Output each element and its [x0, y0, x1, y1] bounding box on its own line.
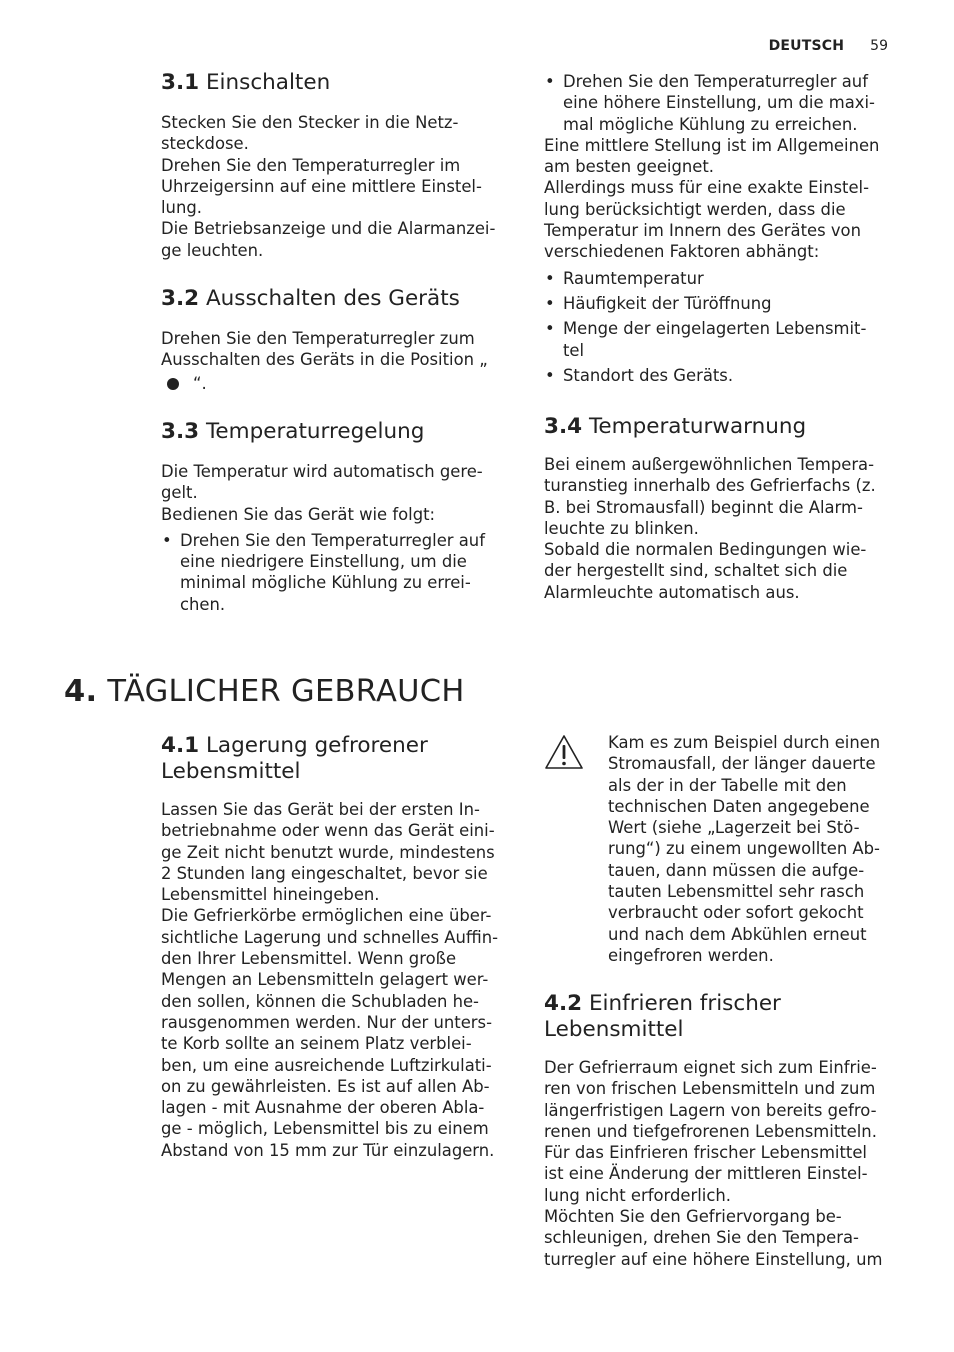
list-item: • Drehen Sie den Temperaturregler auf eine höhere Einstellung, um die maxi- mal mögliche Kühlung zu erreichen. — [544, 71, 899, 135]
section-3-2 — [161, 286, 516, 394]
section-3-1 — [161, 70, 516, 261]
section-label: DEUTSCH — [768, 38, 845, 54]
factor-list — [544, 268, 899, 386]
section-3-3-text: Die Temperatur wird automatisch gere- gelt. Bedienen Sie das Gerät wie folgt: — [161, 462, 483, 524]
section-3-3 — [161, 419, 516, 615]
section-4-1 — [161, 733, 516, 1161]
section-3-1-text: Stecken Sie den Stecker in die Netz- steckdose. Drehen Sie den Temperaturregler im Uhrzeigersinn auf eine mittlere Einstel- lung. Die Betriebsanzeige und die Alarmanzei- ge leuchten. — [161, 113, 496, 260]
section-4-2 — [544, 991, 899, 1270]
section-3-4-heading: 3.4 Temperaturwarnung — [544, 414, 807, 439]
section-4-2-text: Der Gefrierraum eignet sich zum Einfrie- ren von frischen Lebensmitteln und zum längerfristigen Lagern von bereits gefro- renen und tiefgefrorenen Lebensmitteln. Für das Einfrieren frischer Lebensmittel ist eine Änderung der mittleren Einstel- lung nicht erforderlich. Möchten Sie den Gefriervorgang be- schleunigen, drehen Sie den Tempera- turregler auf eine höhere Einstellung, um — [544, 1058, 883, 1269]
section-3-3-continued — [544, 71, 899, 386]
section-3-3-heading: 3.3 Temperaturregelung — [161, 419, 425, 444]
section-3-3-list — [161, 530, 516, 615]
list-item: • Drehen Sie den Temperaturregler auf eine niedrigere Einstellung, um die minimal mögliche Kühlung zu errei- chen. — [161, 530, 516, 615]
list-item: • Menge der eingelagerten Lebensmit- tel — [544, 318, 899, 361]
list-item: • Standort des Geräts. — [544, 365, 899, 386]
off-position-dot-icon — [167, 378, 179, 390]
section-4-1-heading: 4.1 Lagerung gefrorener Lebensmittel — [161, 733, 428, 784]
page-header — [769, 38, 888, 54]
list-item: • Häufigkeit der Türöffnung — [544, 293, 899, 314]
section-4-1-text: Lassen Sie das Gerät bei der ersten In- betriebnahme oder wenn das Gerät eini- ge Zeit nicht benutzt wurde, mindestens 2 Stunden lang eingeschaltet, bevor sie Lebensmittel hineingeben. Die Gefrierkörbe ermöglichen eine über- sichtliche Lagerung und schnelles Auffin- den Ihrer Lebensmittel. Wenn große Mengen an Lebensmitteln gelagert wer- den sollen, können die Schubladen he- rausgenommen werden. Nur der unters- te Korb sollte an seinem Platz verblei- ben, um eine ausreichende Luftzirkulati- on zu gewährleisten. Es ist auf allen Ab- lagen - mit Ausnahme der oberen Abla- ge - möglich, Lebensmittel bis zu einem Abstand von 15 mm zur Tür einzulagern. — [161, 800, 499, 1160]
warning-text: Kam es zum Beispiel durch einen Stromausfall, der länger dauerte als der in der Tabelle mit den technischen Daten angegebene Wert (siehe „Lagerzeit bei Stö- rung“) zu einem ungewollten Ab- tauen, dann müssen die aufge- tauten Lebensmittel sehr rasch verbraucht oder sofort gekocht und nach dem Abkühlen erneut eingefroren werden. — [608, 733, 881, 965]
section-3-3-list-continued — [544, 71, 899, 135]
section-3-2-text: Drehen Sie den Temperaturregler zum Ausschalten des Geräts in die Position „ “. — [161, 329, 488, 393]
list-item: • Raumtemperatur — [544, 268, 899, 289]
page-number: 59 — [870, 38, 888, 54]
section-3-1-heading: 3.1 Einschalten — [161, 70, 331, 95]
chapter-4-heading: 4. TÄGLICHER GEBRAUCH — [64, 674, 465, 709]
warning-triangle-icon — [544, 734, 584, 770]
section-3-4-text: Bei einem außergewöhnlichen Tempera- turanstieg innerhalb des Gefrierfachs (z. B. bei Stromausfall) beginnt die Alarm- leuchte zu blinken. Sobald die normalen Bedingungen wie- der hergestellt sind, schaltet sich die Alarmleuchte automatisch aus. — [544, 455, 876, 602]
section-3-4 — [544, 414, 899, 603]
section-3-3-continued-text: Eine mittlere Stellung ist im Allgemeinen am besten geeignet. Allerdings muss für eine exakte Einstel- lung berücksichtigt werden, dass die Temperatur im Innern des Gerätes von verschiedenen Faktoren abhängt: — [544, 135, 880, 262]
section-3-2-heading: 3.2 Ausschalten des Geräts — [161, 286, 460, 311]
section-4-2-heading: 4.2 Einfrieren frischer Lebensmittel — [544, 991, 781, 1042]
